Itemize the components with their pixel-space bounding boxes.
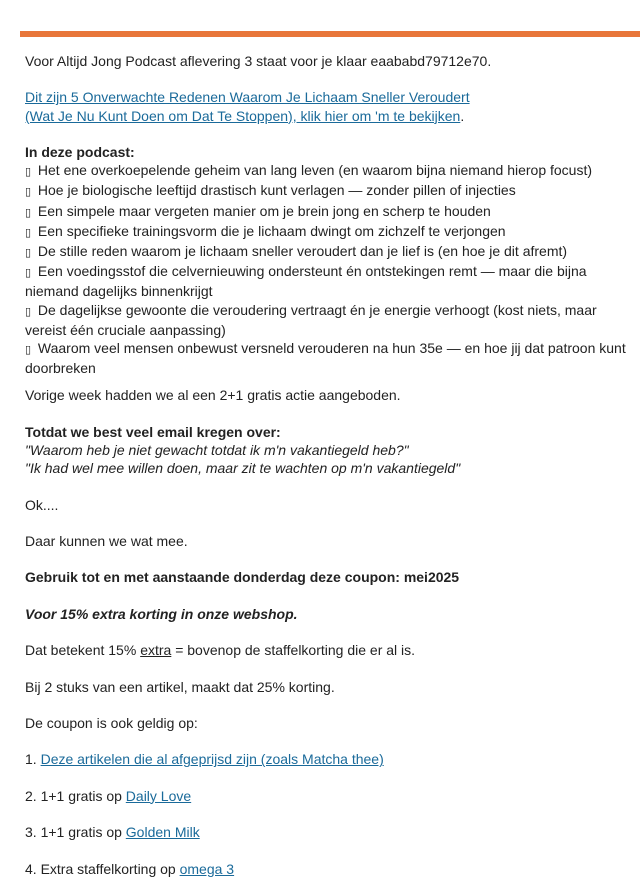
list-item-prefix: 1.: [25, 751, 41, 768]
discount-text: [25, 605, 640, 623]
discount-text-emphasis: Voor 15% extra korting in onze webshop.: [25, 605, 298, 622]
coupon-text: [25, 568, 640, 586]
list-item-prefix: 3. 1+1 gratis op: [25, 824, 126, 841]
list-item-text: Een voedingsstof die celvernieuwing ondersteunt én ontstekingen remt — maar die bijna niemand dagelijks binnenkrijgt: [25, 263, 587, 300]
means-underlined: extra: [140, 642, 172, 659]
golden-milk-link[interactable]: Golden Milk: [125, 824, 200, 841]
headline-link[interactable]: [25, 89, 470, 123]
means-text: [25, 641, 640, 659]
list-item-text: Het ene overkoepelende geheim van lang leven (en waarom bijna niemand hierop focust): [37, 162, 593, 179]
list-item: [25, 202, 640, 222]
can-do-text: Daar kunnen we wat mee.: [25, 533, 188, 549]
missing-glyph-icon: ▯: [25, 205, 32, 219]
list-item: [25, 181, 640, 201]
email-heading-text: Totdat we best veel email kregen over:: [25, 423, 281, 440]
headline-period: .: [460, 107, 465, 124]
list-item: [25, 823, 640, 841]
list-item: [25, 161, 640, 181]
quote-2-text: "Ik had wel mee willen doen, maar zit te wachten op m'n vakantiegeld": [25, 460, 461, 477]
header-accent-bar: [20, 31, 640, 37]
email-body: [25, 52, 640, 896]
also-valid-text: De coupon is ook geldig op:: [25, 714, 198, 731]
omega-3-link[interactable]: omega 3: [179, 860, 235, 877]
means-before: Dat betekent 15%: [25, 642, 141, 659]
headline-paragraph: [25, 88, 640, 124]
missing-glyph-icon: ▯: [25, 343, 32, 357]
missing-glyph-icon: ▯: [25, 246, 32, 259]
list-item: [25, 339, 640, 377]
missing-glyph-icon: ▯: [25, 266, 32, 280]
list-item: [25, 860, 640, 878]
email-heading: [25, 423, 640, 441]
list-item: [25, 262, 640, 300]
list-item-prefix: 2. 1+1 gratis op: [25, 787, 126, 804]
list-item-text: Een simpele maar vergeten manier om je brein jong en scherp te houden: [37, 202, 491, 219]
podcast-bullet-list: [25, 161, 640, 377]
list-item: [25, 750, 640, 768]
missing-glyph-icon: ▯: [25, 304, 32, 318]
list-item-text: De stille reden waarom je lichaam sneller veroudert dan je lief is (en hoe je dit afremt): [37, 243, 568, 259]
podcast-heading-text: In deze podcast:: [25, 143, 135, 160]
podcast-heading: [25, 143, 640, 161]
intro-text: Voor Altijd Jong Podcast aflevering 3 staat voor je klaar eaababd79712e70.: [25, 53, 492, 69]
quote-1: [25, 441, 640, 459]
list-item-text: De dagelijkse gewoonte die veroudering vertraagt én je energie verhoogt (kost niets, maar vereist één cruciale aanpassing): [25, 301, 597, 338]
missing-glyph-icon: ▯: [25, 185, 32, 199]
quote-2: [25, 459, 640, 477]
two-items-text: Bij 2 stuks van een artikel, maakt dat 25% korting.: [25, 678, 335, 695]
list-item-text: Hoe je biologische leeftijd drastisch kunt verlagen — zonder pillen of injecties: [37, 182, 516, 199]
list-item-text: Waarom veel mensen onbewust versneld verouderen na hun 35e — en hoe jij dat patroon kunt doorbreken: [25, 340, 626, 377]
coupon-code-text: Gebruik tot en met aanstaande donderdag deze coupon: mei2025: [25, 569, 460, 586]
list-item-prefix: 4. Extra staffelkorting op: [25, 860, 180, 877]
missing-glyph-icon: ▯: [25, 225, 32, 239]
discounted-items-link[interactable]: Deze artikelen die al afgeprijsd zijn (zoals Matcha thee): [40, 751, 384, 768]
headline-link-line1: Dit zijn 5 Onverwachte Redenen Waarom Je Lichaam Sneller Veroudert: [25, 89, 470, 106]
headline-link-line2: (Wat Je Nu Kunt Doen om Dat Te Stoppen), klik hier om 'm te bekijken: [25, 107, 461, 124]
means-after: = bovenop de staffelkorting die er al is.: [171, 642, 416, 659]
list-item: [25, 787, 640, 805]
missing-glyph-icon: ▯: [25, 165, 32, 179]
daily-love-link[interactable]: Daily Love: [125, 787, 192, 804]
list-item: [25, 222, 640, 242]
quote-1-text: "Waarom heb je niet gewacht totdat ik m'n vakantiegeld heb?": [25, 442, 409, 459]
ok-text: Ok....: [25, 496, 59, 513]
last-week-text: Vorige week hadden we al een 2+1 gratis actie aangeboden.: [25, 387, 401, 404]
list-item: [25, 301, 640, 339]
list-item-text: Een specifieke trainingsvorm die je lichaam dwingt om zichzelf te verjongen: [37, 222, 506, 239]
list-item: [25, 242, 640, 262]
